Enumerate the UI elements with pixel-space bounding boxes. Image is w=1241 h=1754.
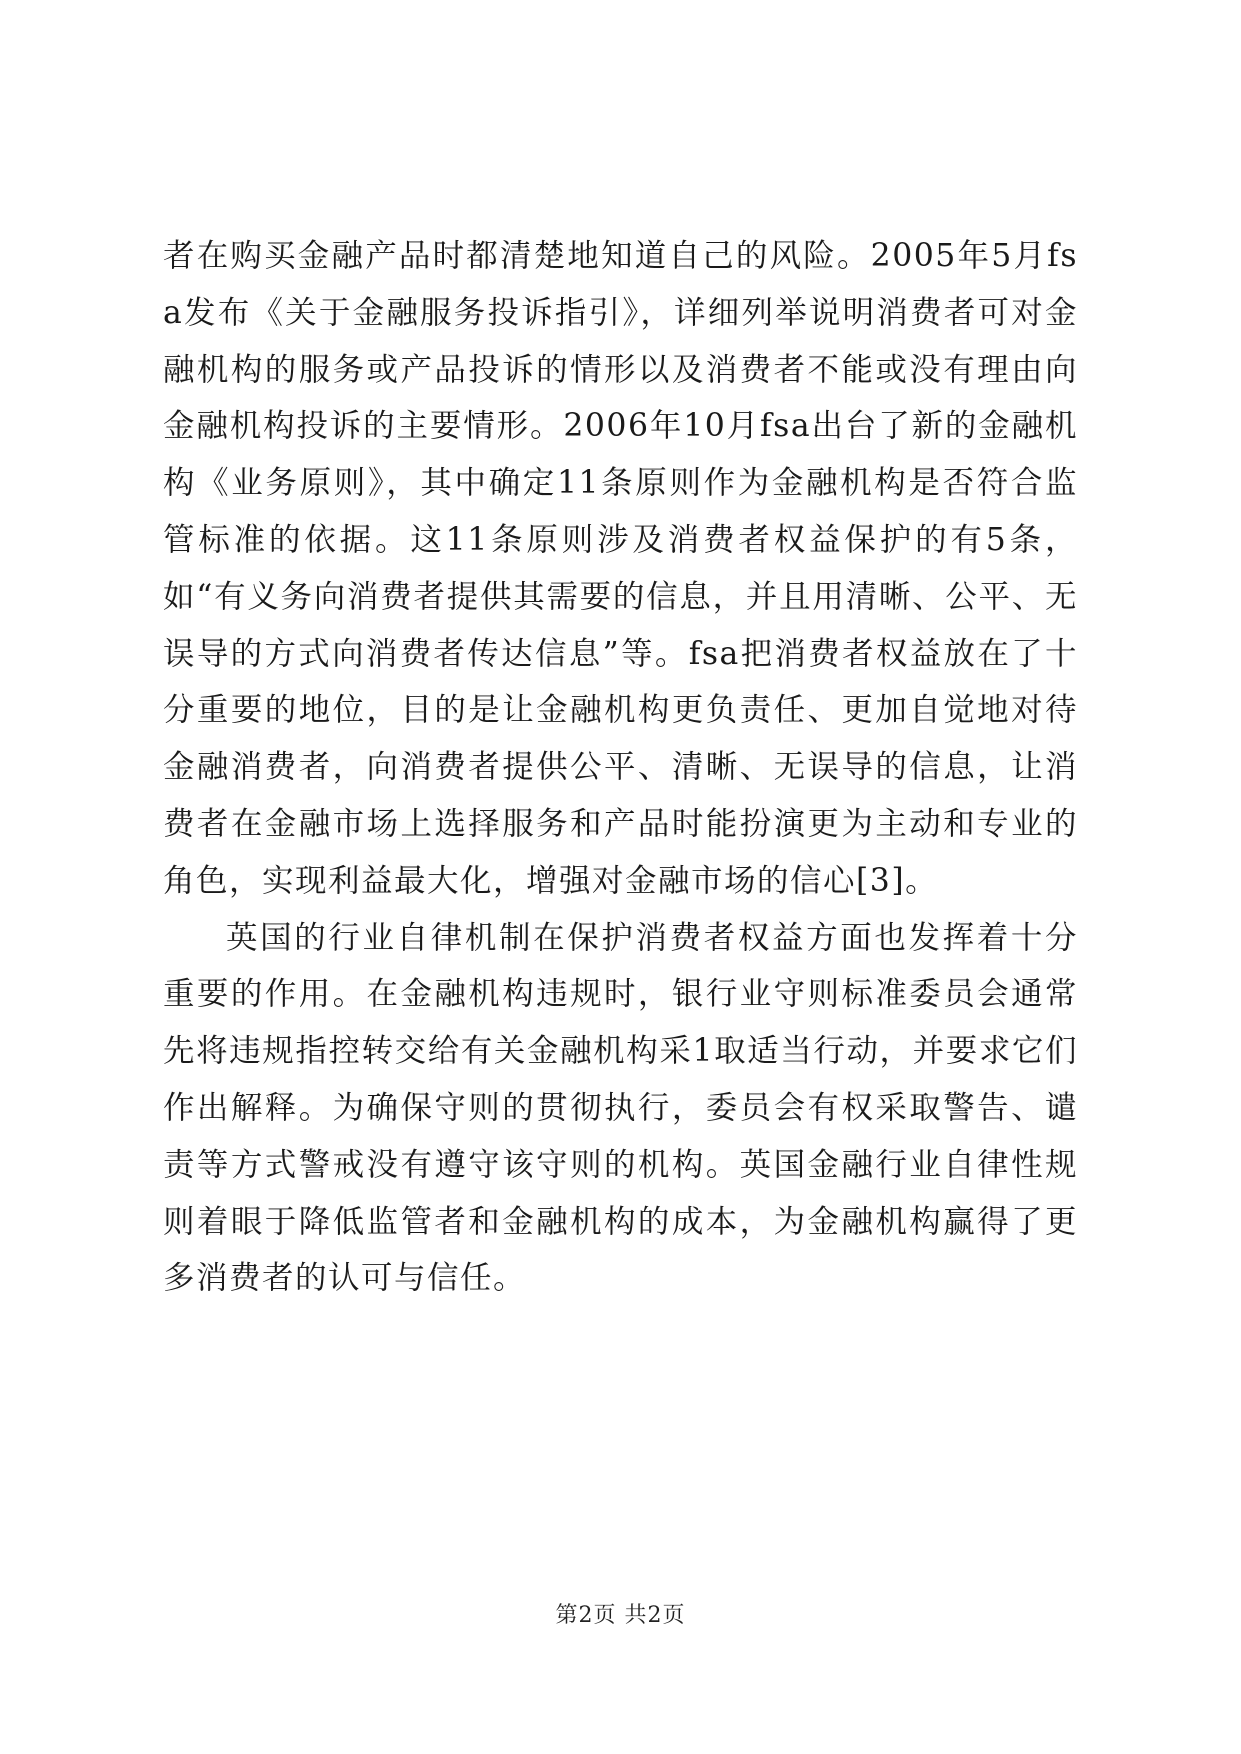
paragraph-industry-self-regulation: 英国的行业自律机制在保护消费者权益方面也发挥着十分重要的作用。在金融机构违规时，银行业守则标准委员会通常先将违规指控转交给有关金融机构采1取适当行动，并要求它们作出解释。为确保守则的贯彻执行，委员会有权采取警告、谴责等方式警戒没有遵守该守则的机构。英国金融行业自律性规则着眼于降低监管者和金融机构的成本，为金融机构赢得了更多消费者的认可与信任。 bbox=[163, 919, 1078, 1297]
page-footer: 第2页 共2页 bbox=[555, 1603, 686, 1628]
body-text bbox=[163, 228, 1078, 1307]
paragraph-continued: 者在购买金融产品时都清楚地知道自己的风险。2005年5月fsa发布《关于金融服务投诉指引》，详细列举说明消费者可对金融机构的服务或产品投诉的情形以及消费者不能或没有理由向金融机构投诉的主要情形。2006年10月fsa出台了新的金融机构《业务原则》，其中确定11条原则作为金融机构是否符合监管标准的依据。这11条原则涉及消费者权益保护的有5条，如“有义务向消费者提供其需要的信息，并且用清晰、公平、无误导的方式向消费者传达信息”等。fsa把消费者权益放在了十分重要的地位，目的是让金融机构更负责任、更加自觉地对待金融消费者，向消费者提供公平、清晰、无误导的信息，让消费者在金融市场上选择服务和产品时能扮演更为主动和专业的角色，实现利益最大化，增强对金融市场的信心[3]。 bbox=[163, 238, 1078, 899]
